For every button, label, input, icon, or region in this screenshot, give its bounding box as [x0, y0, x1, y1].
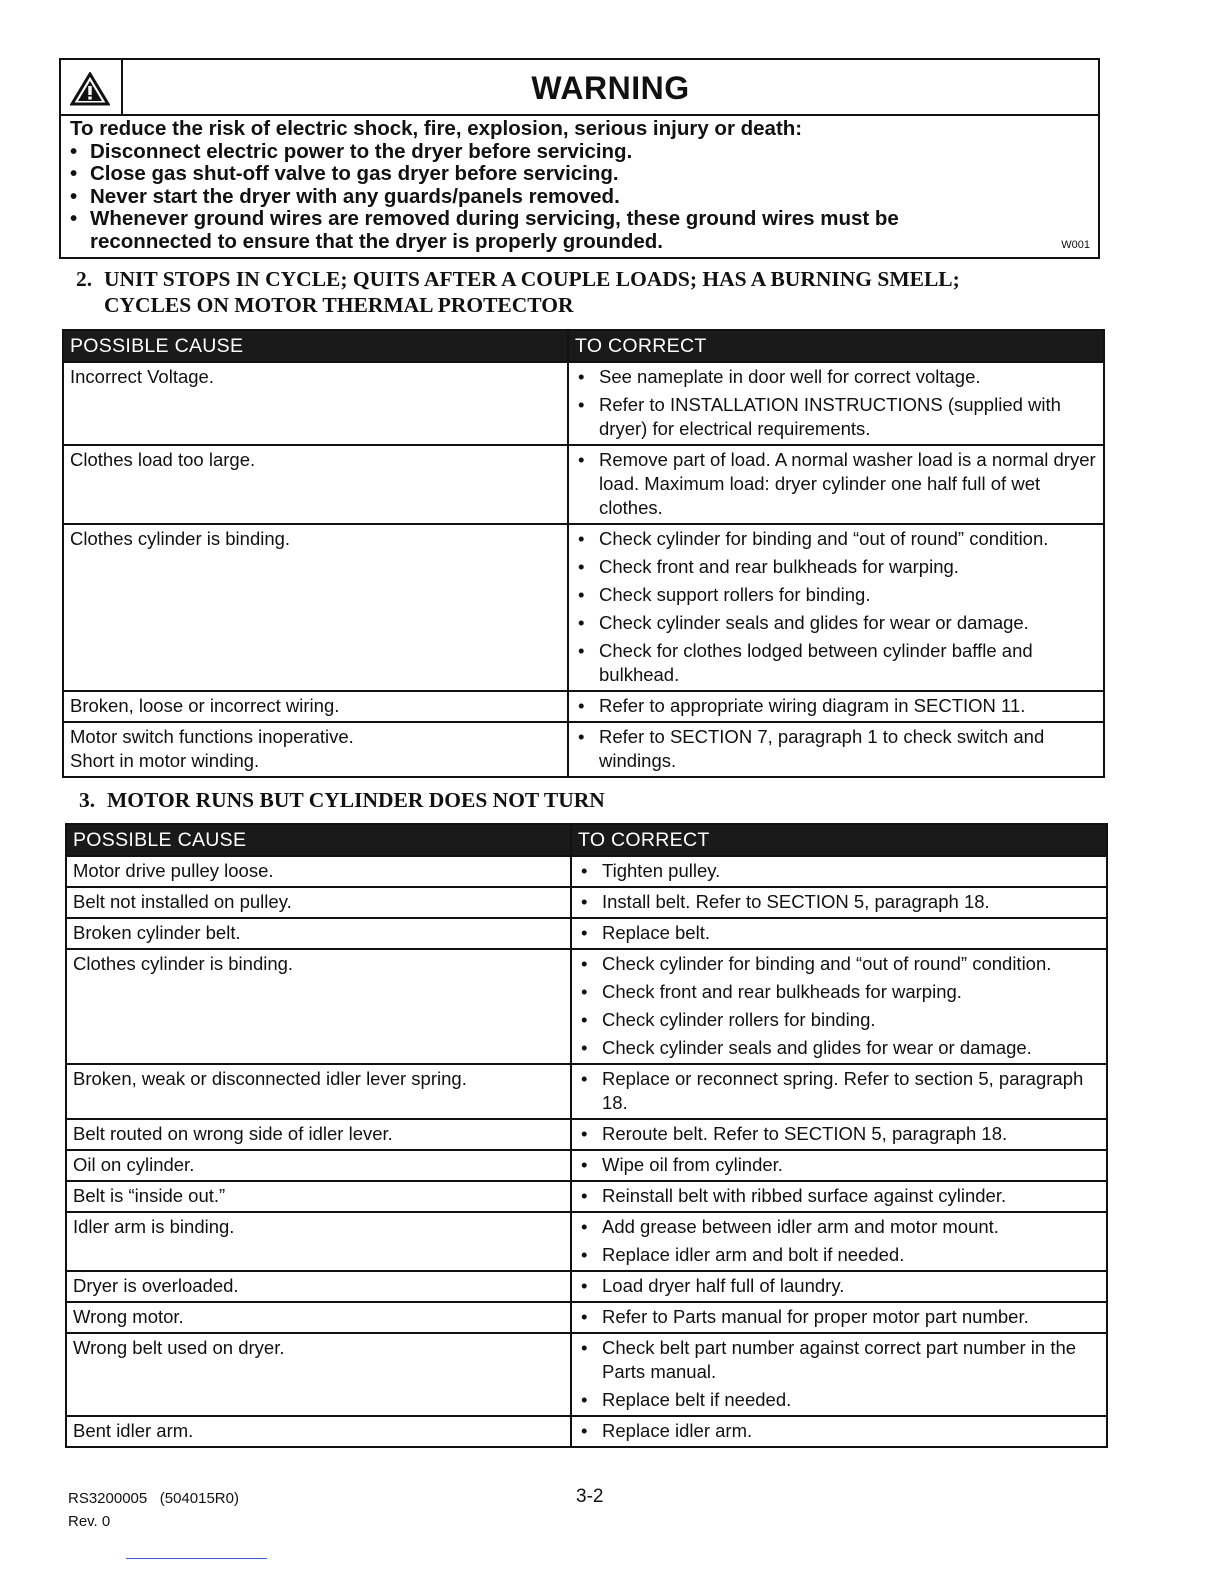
possible-cause-cell: [63, 691, 568, 722]
warning-triangle-icon: [70, 72, 110, 106]
correction-list: [578, 921, 1100, 945]
possible-cause-text: Oil on cylinder.: [73, 1154, 195, 1175]
table-row: [66, 1119, 1107, 1150]
to-correct-cell: [568, 524, 1104, 691]
column-header-possible-cause: POSSIBLE CAUSE: [63, 330, 568, 362]
correction-list: [578, 1274, 1100, 1298]
possible-cause-text: Belt is “inside out.”: [73, 1185, 226, 1206]
section-number: 2.: [76, 267, 93, 291]
correction-item: • Check cylinder seals and glides for wear or damage.: [575, 611, 1097, 635]
table-row: [66, 1212, 1107, 1271]
correction-list: [575, 725, 1097, 773]
to-correct-cell: [571, 1271, 1107, 1302]
table-row: [66, 1271, 1107, 1302]
possible-cause-text: Incorrect Voltage.: [70, 366, 214, 387]
section-3-table: [65, 823, 1108, 1448]
possible-cause-text: Wrong belt used on dryer.: [73, 1337, 285, 1358]
correction-list: [575, 448, 1097, 520]
correction-list: [575, 527, 1097, 687]
revision: Rev. 0: [68, 1513, 111, 1530]
column-header-possible-cause: POSSIBLE CAUSE: [66, 824, 571, 856]
table-header-row: [63, 330, 1104, 362]
correction-item: • Replace idler arm and bolt if needed.: [578, 1243, 1100, 1267]
possible-cause-text: Belt not installed on pulley.: [73, 891, 292, 912]
to-correct-cell: [571, 1150, 1107, 1181]
to-correct-cell: [571, 1212, 1107, 1271]
warning-item: • Close gas shut-off valve to gas dryer before servicing.: [70, 163, 1089, 186]
column-header-to-correct: TO CORRECT: [568, 330, 1104, 362]
table-row: [63, 524, 1104, 691]
page-number: 3-2: [576, 1486, 604, 1507]
correction-item: • Wipe oil from cylinder.: [578, 1153, 1100, 1177]
correction-list: [578, 1184, 1100, 1208]
possible-cause-text: Broken, loose or incorrect wiring.: [70, 695, 340, 716]
table-row: [66, 1416, 1107, 1447]
possible-cause-cell: [66, 949, 571, 1064]
correction-list: [578, 1305, 1100, 1329]
correction-item: • Replace belt if needed.: [578, 1388, 1100, 1412]
correction-list: [575, 694, 1097, 718]
possible-cause-cell: [66, 1302, 571, 1333]
warning-title: WARNING: [531, 70, 690, 106]
section-2-heading: [76, 266, 960, 318]
correction-item: • Reinstall belt with ribbed surface against cylinder.: [578, 1184, 1100, 1208]
possible-cause-text: Short in motor winding.: [70, 750, 260, 771]
possible-cause-cell: [66, 856, 571, 887]
possible-cause-text: Clothes cylinder is binding.: [73, 953, 294, 974]
possible-cause-cell: [66, 1416, 571, 1447]
section-2-table: [62, 329, 1105, 778]
possible-cause-text: Motor drive pulley loose.: [73, 860, 274, 881]
possible-cause-cell: [66, 1271, 571, 1302]
to-correct-cell: [571, 949, 1107, 1064]
to-correct-cell: [571, 1119, 1107, 1150]
section-title: MOTOR RUNS BUT CYLINDER DOES NOT TURN: [107, 788, 605, 812]
section-title-line-1: UNIT STOPS IN CYCLE; QUITS AFTER A COUPLE LOADS; HAS A BURNING SMELL;: [104, 267, 960, 291]
correction-list: [578, 859, 1100, 883]
possible-cause-text: Clothes cylinder is binding.: [70, 528, 291, 549]
to-correct-cell: [571, 918, 1107, 949]
possible-cause-text: Wrong motor.: [73, 1306, 184, 1327]
correction-item: • Check support rollers for binding.: [575, 583, 1097, 607]
table-row: [66, 1150, 1107, 1181]
table-row: [66, 856, 1107, 887]
section-3-heading: [79, 787, 605, 813]
possible-cause-text: Idler arm is binding.: [73, 1216, 235, 1237]
to-correct-cell: [571, 1302, 1107, 1333]
warning-header: [61, 60, 1098, 116]
table-header-row: [66, 824, 1107, 856]
correction-item: • Check belt part number against correct part number in the Parts manual.: [578, 1336, 1100, 1384]
column-header-to-correct: TO CORRECT: [571, 824, 1107, 856]
correction-item: • Replace belt.: [578, 921, 1100, 945]
correction-item: • Check cylinder seals and glides for wear or damage.: [578, 1036, 1100, 1060]
correction-item: • Reroute belt. Refer to SECTION 5, paragraph 18.: [578, 1122, 1100, 1146]
possible-cause-text: Clothes load too large.: [70, 449, 256, 470]
footer-doc-info: [68, 1487, 239, 1533]
table-row: [66, 887, 1107, 918]
correction-item: • Check front and rear bulkheads for warping.: [578, 980, 1100, 1004]
possible-cause-cell: [63, 445, 568, 524]
warning-item-continuation: reconnected to ensure that the dryer is properly grounded.: [90, 229, 663, 253]
footer-rule: [126, 1558, 267, 1559]
possible-cause-text: Belt routed on wrong side of idler lever.: [73, 1123, 393, 1144]
to-correct-cell: [571, 1064, 1107, 1119]
to-correct-cell: [571, 1416, 1107, 1447]
correction-item: • Check cylinder for binding and “out of round” condition.: [575, 527, 1097, 551]
possible-cause-cell: [63, 524, 568, 691]
correction-item: • Load dryer half full of laundry.: [578, 1274, 1100, 1298]
possible-cause-cell: [66, 918, 571, 949]
table-row: [63, 445, 1104, 524]
correction-item: • Check for clothes lodged between cylinder baffle and bulkhead.: [575, 639, 1097, 687]
possible-cause-text: Broken, weak or disconnected idler lever spring.: [73, 1068, 467, 1089]
table-row: [63, 691, 1104, 722]
correction-item: • Check cylinder rollers for binding.: [578, 1008, 1100, 1032]
to-correct-cell: [568, 445, 1104, 524]
warning-item: • Never start the dryer with any guards/panels removed.: [70, 186, 1089, 209]
correction-list: [578, 1215, 1100, 1267]
warning-item: • Disconnect electric power to the dryer before servicing.: [70, 141, 1089, 164]
correction-list: [578, 1067, 1100, 1115]
possible-cause-text: Dryer is overloaded.: [73, 1275, 239, 1296]
correction-item: • Remove part of load. A normal washer load is a normal dryer load. Maximum load: dryer cylinder one half full of wet clothes.: [575, 448, 1097, 520]
correction-list: [578, 1122, 1100, 1146]
correction-item: • Refer to appropriate wiring diagram in SECTION 11.: [575, 694, 1097, 718]
possible-cause-cell: [66, 887, 571, 918]
table-row: [66, 1302, 1107, 1333]
to-correct-cell: [571, 887, 1107, 918]
correction-item: • Check cylinder for binding and “out of round” condition.: [578, 952, 1100, 976]
possible-cause-cell: [66, 1181, 571, 1212]
possible-cause-cell: [63, 722, 568, 777]
correction-item: • Replace or reconnect spring. Refer to section 5, paragraph 18.: [578, 1067, 1100, 1115]
table-row: [66, 1181, 1107, 1212]
table-row: [66, 949, 1107, 1064]
possible-cause-text: Broken cylinder belt.: [73, 922, 241, 943]
document-code: RS3200005 (504015R0): [68, 1490, 239, 1507]
warning-item: • Whenever ground wires are removed during servicing, these ground wires must be: [70, 208, 1089, 231]
possible-cause-cell: [63, 362, 568, 445]
warning-icon-cell: [61, 60, 123, 114]
warning-code: W001: [1061, 239, 1090, 251]
correction-list: [578, 1153, 1100, 1177]
table-row: [66, 1064, 1107, 1119]
correction-list: [578, 1336, 1100, 1412]
table-row: [63, 362, 1104, 445]
to-correct-cell: [571, 1333, 1107, 1416]
possible-cause-text: Motor switch functions inoperative.: [70, 726, 354, 747]
possible-cause-cell: [66, 1064, 571, 1119]
correction-list: [578, 890, 1100, 914]
warning-body: [70, 118, 1089, 254]
warning-intro: To reduce the risk of electric shock, fire, explosion, serious injury or death:: [70, 117, 803, 140]
possible-cause-cell: [66, 1119, 571, 1150]
warning-box: [59, 58, 1100, 259]
to-correct-cell: [568, 691, 1104, 722]
correction-item: • Install belt. Refer to SECTION 5, paragraph 18.: [578, 890, 1100, 914]
correction-item: • Refer to SECTION 7, paragraph 1 to check switch and windings.: [575, 725, 1097, 773]
to-correct-cell: [568, 362, 1104, 445]
to-correct-cell: [571, 856, 1107, 887]
to-correct-cell: [571, 1181, 1107, 1212]
correction-item: • Refer to INSTALLATION INSTRUCTIONS (supplied with dryer) for electrical requirements.: [575, 393, 1097, 441]
possible-cause-cell: [66, 1333, 571, 1416]
correction-list: [578, 952, 1100, 1060]
correction-list: [575, 365, 1097, 441]
table-row: [63, 722, 1104, 777]
table-row: [66, 1333, 1107, 1416]
correction-item: • Refer to Parts manual for proper motor part number.: [578, 1305, 1100, 1329]
correction-list: [578, 1419, 1100, 1443]
possible-cause-cell: [66, 1150, 571, 1181]
correction-item: • Replace idler arm.: [578, 1419, 1100, 1443]
table-row: [66, 918, 1107, 949]
correction-item: • See nameplate in door well for correct voltage.: [575, 365, 1097, 389]
possible-cause-text: Bent idler arm.: [73, 1420, 194, 1441]
section-title-line-2: CYCLES ON MOTOR THERMAL PROTECTOR: [104, 293, 574, 317]
to-correct-cell: [568, 722, 1104, 777]
correction-item: • Tighten pulley.: [578, 859, 1100, 883]
correction-item: • Add grease between idler arm and motor mount.: [578, 1215, 1100, 1239]
possible-cause-cell: [66, 1212, 571, 1271]
section-number: 3.: [79, 788, 96, 812]
correction-item: • Check front and rear bulkheads for warping.: [575, 555, 1097, 579]
